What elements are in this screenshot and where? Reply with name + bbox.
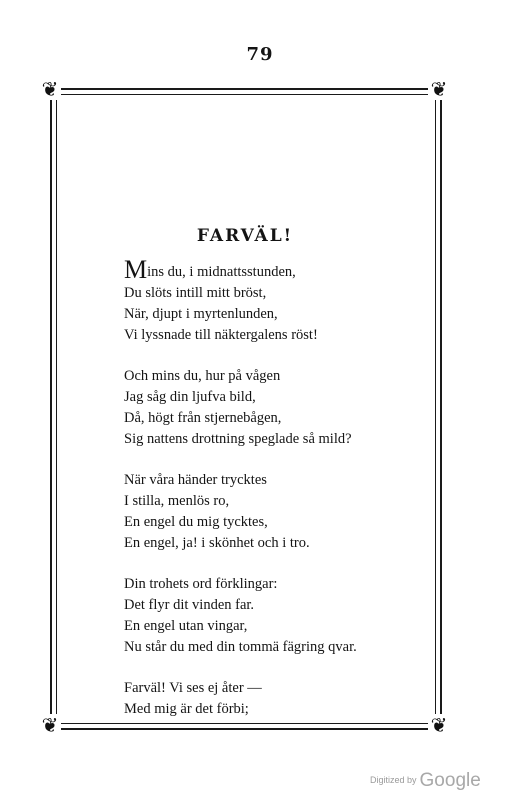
poem-line: Vi lyssnade till näktergalens röst!: [124, 327, 318, 343]
poem-line: När, djupt i myrtenlunden,: [124, 306, 278, 322]
stanza: [124, 255, 424, 346]
floral-corner-icon: ❦: [428, 714, 450, 736]
poem-line: En engel utan vingar,: [124, 618, 248, 634]
stanza: [124, 366, 424, 450]
digitized-watermark: [370, 770, 481, 792]
poem-line: I stilla, menlös ro,: [124, 493, 230, 509]
poem-line: En engel du mig tycktes,: [124, 514, 268, 530]
floral-corner-icon: ❦: [39, 714, 61, 736]
poem-line: Det flyr dit vinden far.: [124, 597, 255, 613]
floral-corner-icon: ❦: [428, 78, 450, 100]
drop-cap: M: [124, 255, 148, 284]
poem-line: Sig nattens drottning speglade så mild?: [124, 431, 352, 447]
first-line-rest: ins du, i midnattsstunden,: [147, 264, 296, 280]
poem-line: Jag såg din ljufva bild,: [124, 389, 256, 405]
stanza: [124, 574, 424, 658]
google-logo: Google: [419, 770, 481, 791]
poem-line: Och mins du, hur på vågen: [124, 368, 281, 384]
poem-line: Din trohets ord förklingar:: [124, 576, 278, 592]
poem-line: Nu står du med din tommä fägring qvar.: [124, 639, 357, 655]
poem-line: Då, högt från stjernebågen,: [124, 410, 282, 426]
poem-body: [124, 255, 424, 740]
poem-line: [124, 255, 424, 284]
floral-corner-icon: ❦: [39, 78, 61, 100]
poem-title: FARVÄL!: [196, 226, 294, 246]
stanza: [124, 678, 424, 720]
page-number: 79: [246, 44, 274, 65]
stanza: [124, 470, 424, 554]
poem-line: En engel, ja! i skönhet och i tro.: [124, 535, 310, 551]
poem-line: Du slöts intill mitt bröst,: [124, 285, 267, 301]
watermark-prefix: Digitized by: [370, 775, 417, 785]
poem-line: Farväl! Vi ses ej åter —: [124, 680, 262, 696]
poem-line: Med mig är det förbi;: [124, 701, 249, 717]
poem-line: När våra händer trycktes: [124, 472, 267, 488]
